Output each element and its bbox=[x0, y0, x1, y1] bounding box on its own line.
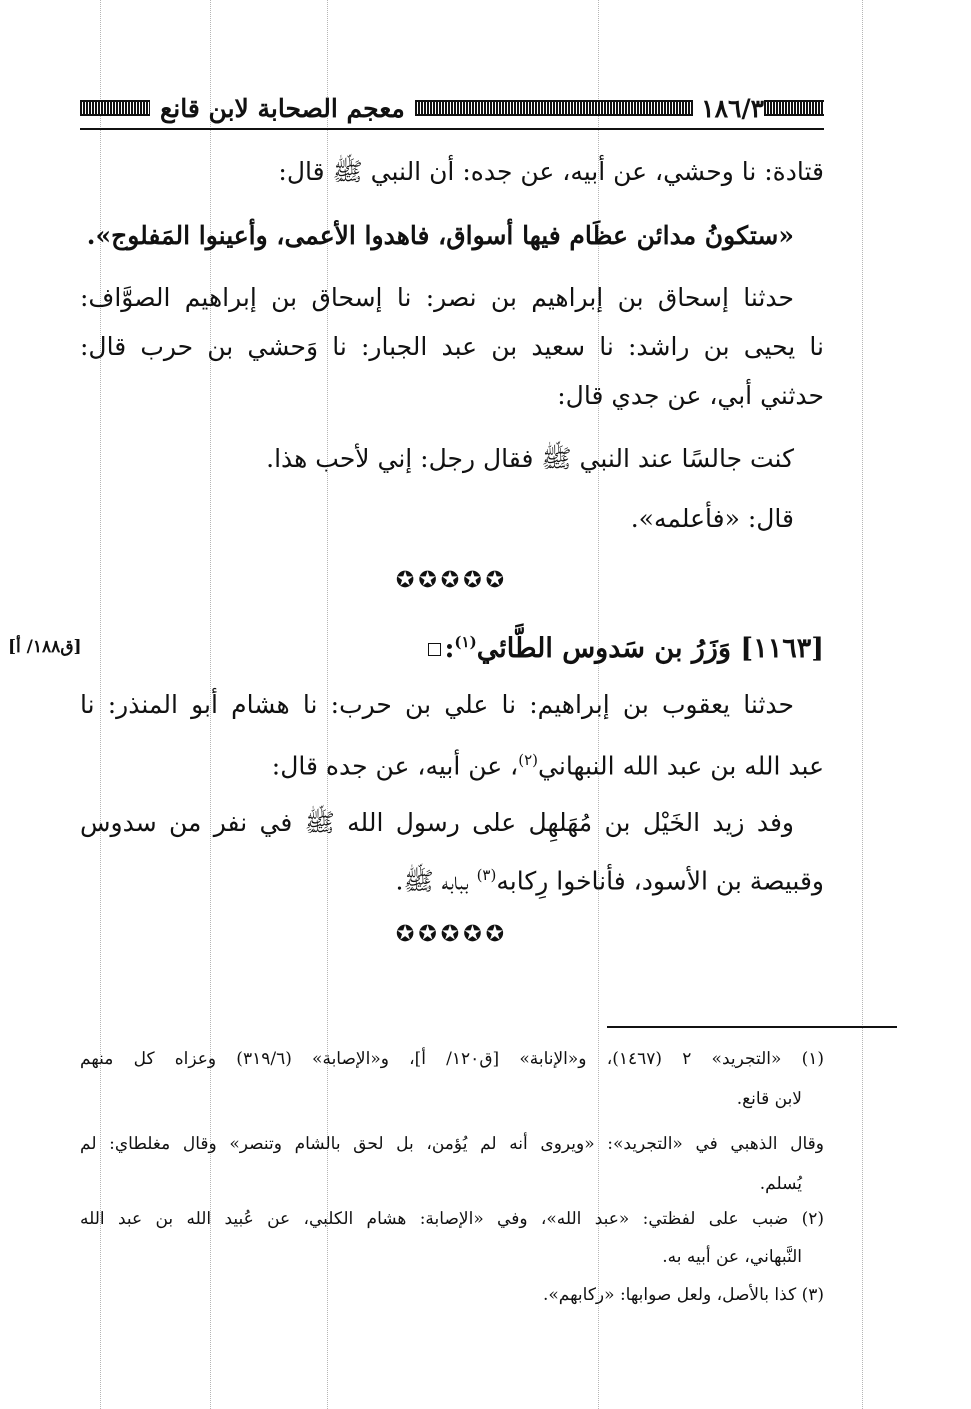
entry-number: [١١٦٣] bbox=[740, 633, 824, 664]
text-line: نا يحيى بن راشد: نا سعيد بن عبد الجبار: نا وَحشي بن حرب قال: bbox=[80, 332, 824, 361]
footnote-line: (٣) كذا بالأصل، ولعل صوابها: «ركابهم». bbox=[542, 1285, 824, 1305]
footnote-rule bbox=[607, 1026, 897, 1028]
footnote-ref: (٢) bbox=[518, 751, 539, 769]
entry-name: وَزَرُ بن سَدوس الطَّائي bbox=[476, 633, 732, 664]
footnote-line: لابن قانع. bbox=[736, 1089, 802, 1109]
footnote-ref: (٣) bbox=[476, 866, 497, 884]
hadith-text: وفد زيد الخَيْل بن مُهَلهِل على رسول الله ﷺ في نفر من سدوس bbox=[80, 808, 794, 837]
entry-colon: : bbox=[444, 633, 455, 664]
hadith-text: كنت جالسًا عند النبي ﷺ فقال رجل: إني لأحب هذا. bbox=[266, 444, 794, 473]
text-span: عبد الله بن عبد الله النبهاني bbox=[538, 751, 824, 781]
text-line: حدثنا إسحاق بن إبراهيم بن نصر: نا إسحاق بن إبراهيم الصوَّاف: bbox=[80, 283, 794, 312]
header-ornament-bar bbox=[415, 100, 693, 116]
footnote-line: (٢) ضبب على لفظتي: «عبد الله»، وفي «الإصابة: هشام الكلبي، عن عُبيد الله بن عبد الله bbox=[80, 1209, 824, 1229]
text-line: قتادة: نا وحشي، عن أبيه، عن جده: أن النبي ﷺ قال: bbox=[278, 157, 824, 186]
footnote-line: (١) «التجريد» ٢ (١٤٦٧)، و«الإنابة» [ق١٢٠/ أ]، و«الإصابة» (٣١٩/٦) وعزاه كل منهم bbox=[80, 1049, 825, 1069]
footnote-ref: (١) bbox=[454, 633, 477, 651]
text-span: ، عن أبيه، عن جده قال: bbox=[271, 751, 519, 781]
text-span: وقبيصة بن الأسود، فأناخوا رِكابه bbox=[496, 866, 824, 896]
section-separator: ✪✪✪✪✪ bbox=[395, 568, 509, 593]
book-page bbox=[80, 0, 824, 1409]
footnote-line: يُسلم. bbox=[759, 1174, 802, 1194]
header-ornament-bar bbox=[764, 100, 824, 116]
header-rule bbox=[80, 128, 824, 130]
hadith-text: قال: «فأعلمه». bbox=[630, 504, 794, 533]
footnote-line: وقال الذهبي في «التجريد»: «ويروى أنه لم يُؤمن، بل لحق بالشام وتنصر» وقال مغلطاي: لم bbox=[80, 1134, 824, 1154]
header-ornament-bar bbox=[80, 100, 150, 116]
running-header bbox=[80, 88, 824, 128]
text-line: حدثني أبي، عن جدي قال: bbox=[557, 381, 824, 410]
page-number: ١٨٦/٣ bbox=[701, 93, 764, 123]
hadith-quote: «ستكونُ مدائن عظَام فيها أسواق، فاهدوا الأعمى، وأعينوا المَفلوج». bbox=[86, 221, 794, 250]
text-line: حدثنا يعقوب بن إبراهيم: نا علي بن حرب: نا هشام أبو المنذر: نا bbox=[80, 690, 794, 719]
book-title: معجم الصحابة لابن قانع bbox=[160, 93, 405, 123]
section-separator: ✪✪✪✪✪ bbox=[395, 922, 509, 947]
scan-guide-line bbox=[862, 0, 863, 1409]
text-line bbox=[80, 740, 824, 786]
entry-heading bbox=[428, 622, 824, 669]
manuscript-folio-note: [ق١٨٨/ أ] bbox=[8, 637, 82, 657]
footnote-line: النَّبهاني، عن أبيه به. bbox=[662, 1247, 802, 1267]
text-span: ببابه ﷺ. bbox=[395, 866, 477, 896]
square-marker-icon bbox=[428, 643, 441, 656]
hadith-text bbox=[80, 855, 824, 901]
